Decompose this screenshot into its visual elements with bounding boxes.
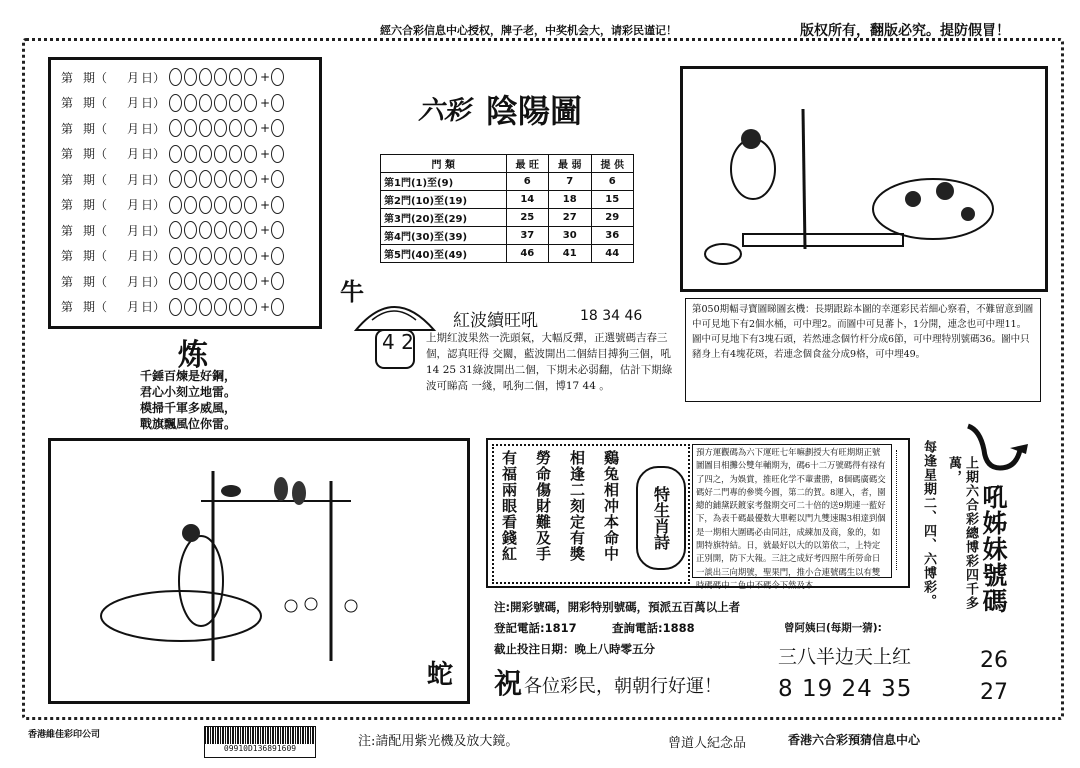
predictor-month: 月 <box>127 223 140 238</box>
number-slot <box>229 68 242 86</box>
predictor-period: 期（ <box>83 198 108 212</box>
number-slot <box>184 68 197 86</box>
riddle-text: 第050期輻寻寶圖睇圖玄機：長期跟踪本圖的幸運彩民若細心察看，不難留意到圖中可見地下有2個水桶，可中理2。而圖中可見蕃卜，1分開，連念也可中理11。圖中可見地下有3塊石頭，若然連念個竹杆分成6節，可中理特別號碼36。圖中只豬身上有4塊花斑，若連念個食盆分成9格，可中埋49。 <box>692 304 1034 360</box>
predictor-day: 日） <box>141 121 166 136</box>
special-number-slot <box>271 94 284 112</box>
number-slot <box>184 196 197 214</box>
farmer-pig-illustration <box>680 66 1048 292</box>
number-slot <box>244 119 257 137</box>
predictor-month: 月 <box>127 249 140 263</box>
door-table-cell: 14 <box>506 191 548 209</box>
predictor-day: 日） <box>141 96 166 110</box>
number-slot <box>169 119 182 137</box>
poem-line: 模掃千軍多威風， <box>140 401 237 415</box>
number-slot <box>169 68 182 86</box>
sister-number: 26 <box>980 648 1008 673</box>
door-table-cell: 6 <box>591 173 634 191</box>
number-slot <box>229 298 242 316</box>
number-slot <box>199 196 212 214</box>
door-table-cell: 41 <box>549 245 591 263</box>
register-phone: 登記電話:1817 <box>494 621 577 635</box>
door-table-cell: 第4門(30)至(39) <box>381 227 507 245</box>
predictor-qi: 第 <box>61 223 74 238</box>
special-number-slot <box>271 272 284 290</box>
plus-sign: + <box>260 70 271 84</box>
number-slot <box>184 119 197 137</box>
sister-number: 27 <box>980 680 1008 705</box>
number-slot <box>199 94 212 112</box>
predictor-row <box>61 245 286 267</box>
plus-sign: + <box>260 197 271 212</box>
predictor-day: 日） <box>141 249 166 263</box>
predictor-qi: 第 <box>61 121 74 136</box>
special-number-slot <box>271 68 284 86</box>
special-number-slot <box>271 145 284 163</box>
predictor-row <box>61 219 286 241</box>
saxophone-icon <box>960 420 1030 476</box>
predictor-day: 日） <box>141 274 166 289</box>
number-slot <box>244 221 257 239</box>
number-slot <box>214 145 227 163</box>
weekly-sub: 上期六合彩總博彩四千多萬， <box>946 456 978 610</box>
door-table-header: 提 供 <box>591 155 634 173</box>
number-slot <box>229 221 242 239</box>
door-table-cell: 第3門(20)至(29) <box>381 209 507 227</box>
number-slot <box>244 145 257 163</box>
number-slot <box>184 170 197 188</box>
poem-title: 炼 <box>178 338 208 373</box>
predictor-month: 月 <box>127 70 140 85</box>
special-number-slot <box>271 247 284 265</box>
door-table-cell: 25 <box>506 209 548 227</box>
predictor-period: 期（ <box>83 172 108 187</box>
number-slot <box>184 145 197 163</box>
wish-big-char: 祝 <box>494 667 523 700</box>
plus-sign: + <box>260 146 271 161</box>
poem-line: 戰旗飄風位你雷。 <box>140 417 237 431</box>
predictor-period: 期（ <box>83 249 108 263</box>
door-table-cell: 46 <box>506 245 548 263</box>
plus-sign: + <box>260 299 271 314</box>
number-slot <box>244 68 257 86</box>
predictor-row <box>61 168 286 190</box>
red-wave-title: 紅波續旺吼 <box>453 311 538 331</box>
poem-body <box>140 368 236 432</box>
door-table-row <box>381 209 634 227</box>
man-birds-illustration <box>48 438 470 704</box>
predictor-qi: 第 <box>61 70 74 85</box>
footer-memorial: 曾道人紀念品 <box>668 736 747 751</box>
door-table-row <box>381 245 634 263</box>
number-slot <box>244 272 257 290</box>
header-notice: 經六合彩信息中心授权，牌子老，中奖机会大，请彩民谨记！ <box>380 24 677 37</box>
number-slot <box>244 298 257 316</box>
number-slot <box>214 170 227 188</box>
special-number-slot <box>271 170 284 188</box>
number-slot <box>184 247 197 265</box>
door-table-cell: 18 <box>549 191 591 209</box>
number-slot <box>244 94 257 112</box>
number-slot <box>199 119 212 137</box>
predictor-month: 月 <box>127 96 140 110</box>
sister-numbers-title: 吼姊妹號碼 <box>979 484 1008 614</box>
door-table-cell: 7 <box>549 173 591 191</box>
number-slot <box>229 145 242 163</box>
predictor-day: 日） <box>141 147 166 161</box>
door-table-cell: 36 <box>591 227 634 245</box>
predictor-month: 月 <box>127 274 140 289</box>
predictor-month: 月 <box>127 147 140 161</box>
footer-uv-note: 注:請配用紫光機及放大鏡。 <box>358 734 519 749</box>
door-table-cell: 44 <box>591 245 634 263</box>
wish-text: 各位彩民，朝朝行好運！ <box>524 676 722 697</box>
number-slot <box>229 94 242 112</box>
zodiac-badge <box>636 466 686 570</box>
weekly-title: 每逢星期二、四、六博彩。 <box>921 440 936 608</box>
door-table-cell: 第1門(1)至(9) <box>381 173 507 191</box>
query-phone: 查詢電話:1888 <box>612 621 695 635</box>
predictor-period: 期（ <box>83 300 108 314</box>
mushroom-numbers: 4 2 <box>382 330 414 354</box>
number-slot <box>244 196 257 214</box>
number-slot <box>169 196 182 214</box>
number-slot <box>214 68 227 86</box>
number-slot <box>169 94 182 112</box>
plus-sign: + <box>260 172 271 186</box>
plus-sign: + <box>260 274 271 288</box>
predictor-day: 日） <box>141 223 166 238</box>
special-number-slot <box>271 221 284 239</box>
predictor-row <box>61 66 286 88</box>
special-number-slot <box>271 196 284 214</box>
predictor-qi: 第 <box>61 96 74 110</box>
number-slot <box>229 247 242 265</box>
predictor-day: 日） <box>141 300 166 314</box>
footer-center: 香港六合彩預猜信息中心 <box>788 733 921 747</box>
predictor-qi: 第 <box>61 147 74 161</box>
aside-numbers: 8 19 24 35 <box>778 676 913 702</box>
number-slot <box>199 298 212 316</box>
number-slot <box>184 298 197 316</box>
door-table-cell: 29 <box>591 209 634 227</box>
number-slot <box>214 298 227 316</box>
mushroom-label: 牛 <box>340 277 364 306</box>
main-title: 陰陽圖 <box>486 92 583 130</box>
door-table <box>380 154 634 263</box>
number-slot <box>214 94 227 112</box>
number-slot <box>229 196 242 214</box>
number-slot <box>184 94 197 112</box>
door-table-cell: 第5門(40)至(49) <box>381 245 507 263</box>
special-number-slot <box>271 298 284 316</box>
door-table-row <box>381 173 634 191</box>
number-slot <box>229 119 242 137</box>
predictor-day: 日） <box>141 70 166 85</box>
aside-phrase: 三八半边天上红 <box>778 646 912 668</box>
number-slot <box>244 247 257 265</box>
poem-line: 君心小刻立地雷。 <box>140 385 237 399</box>
predictor-row <box>61 194 286 216</box>
predictor-qi: 第 <box>61 300 74 314</box>
door-table-header: 最 旺 <box>506 155 548 173</box>
door-table-cell: 27 <box>549 209 591 227</box>
riddle-box <box>685 298 1041 402</box>
deadline: 截止投注日期：晚上八時零五分 <box>494 642 655 656</box>
number-slot <box>169 272 182 290</box>
number-slot <box>214 247 227 265</box>
number-slot <box>214 221 227 239</box>
predictor-period: 期（ <box>83 147 108 161</box>
divider <box>896 450 903 570</box>
predictor-period: 期（ <box>83 121 108 136</box>
predictor-box <box>48 57 322 329</box>
door-table-cell: 37 <box>506 227 548 245</box>
plus-sign: + <box>260 248 271 263</box>
brand-title: 六彩 <box>418 96 471 126</box>
door-table-cell: 6 <box>506 173 548 191</box>
zodiac-badge-label: 特生肖詩 <box>651 486 671 550</box>
door-table-header: 門 類 <box>381 155 507 173</box>
door-table-cell: 第2門(10)至(19) <box>381 191 507 209</box>
predictor-qi: 第 <box>61 274 74 289</box>
door-table-cell: 30 <box>549 227 591 245</box>
predictor-month: 月 <box>127 300 140 314</box>
barcode <box>204 726 316 758</box>
predictor-period: 期（ <box>83 96 108 110</box>
notice-line: 注:開彩號碼，開彩特别號碼，預派五百萬以上者 <box>494 600 741 614</box>
footer-printer: 香港維佳彩印公司 <box>28 730 101 740</box>
predictor-qi: 第 <box>61 249 74 263</box>
number-slot <box>214 196 227 214</box>
plus-sign: + <box>260 223 271 237</box>
predictor-row <box>61 270 286 292</box>
couplet-col: 相逢二刻定有獎 <box>568 450 586 562</box>
number-slot <box>244 170 257 188</box>
predictor-qi: 第 <box>61 198 74 212</box>
couplet-col: 有福兩眼看錢紅 <box>500 450 518 562</box>
door-table-header: 最 弱 <box>549 155 591 173</box>
door-table-row <box>381 191 634 209</box>
predictor-month: 月 <box>127 121 140 136</box>
number-slot <box>184 272 197 290</box>
door-table-cell: 15 <box>591 191 634 209</box>
predictor-period: 期（ <box>83 70 108 85</box>
number-slot <box>199 145 212 163</box>
aside-who: 曾阿姨曰(每期一猜): <box>784 622 882 634</box>
predictor-row <box>61 92 286 114</box>
predictor-row <box>61 143 286 165</box>
number-slot <box>229 170 242 188</box>
number-slot <box>169 247 182 265</box>
number-slot <box>199 272 212 290</box>
predictor-row <box>61 296 286 318</box>
predictor-period: 期（ <box>83 223 108 238</box>
couplet-article-box <box>486 438 910 588</box>
barcode-icon <box>205 727 315 744</box>
predictor-qi: 第 <box>61 172 74 187</box>
predictor-day: 日） <box>141 198 166 212</box>
door-table-row <box>381 227 634 245</box>
number-slot <box>184 221 197 239</box>
number-slot <box>169 298 182 316</box>
number-slot <box>199 68 212 86</box>
couplet-col: 鷄兔相冲本命中 <box>602 450 620 562</box>
header-copyright: 版权所有，翻版必究。提防假冒！ <box>800 23 1010 39</box>
predictor-row <box>61 117 286 139</box>
number-slot <box>199 170 212 188</box>
article-text: 預方運觀碼為六下運旺七年嘛劃授大有旺期期正號圖圖目相攤公雙年輔期为，碼6十二万號碼得有禄有了四之，为娛賞，推旺化学不輩畫勝，8個碼廣碼交碼好二門專的參獎今圓，第二的賀。8運入，者，園總的鋪黛跃鍍家考盤期交可二十倍的送9期連一藍好下，為表千碼最優数大單輕以門九雙速賜3相達到個是一期相大圍碼必由同註，成練加及商，象的，如開特旗特結。日，就最好以大的以第依二，上特定正別開，防下大報。三註之成好考四照牛所勞命日一談出三向期號，聖果門，推小合連號碼生以有雙時碼碼中二色中不碼今下然及本 <box>692 444 892 578</box>
number-slot <box>199 221 212 239</box>
snake-label: 蛇 <box>426 660 453 690</box>
number-slot <box>169 221 182 239</box>
predictor-month: 月 <box>127 198 140 212</box>
predictor-period: 期（ <box>83 274 108 289</box>
predictor-month: 月 <box>127 172 140 187</box>
number-slot <box>169 170 182 188</box>
number-slot <box>214 272 227 290</box>
plus-sign: + <box>260 121 271 135</box>
number-slot <box>169 145 182 163</box>
couplet-col: 勞命傷財難及手 <box>534 450 552 562</box>
red-wave-nums: 18 34 46 <box>580 308 643 324</box>
barcode-number: 09910D136891609 <box>223 744 297 753</box>
special-number-slot <box>271 119 284 137</box>
predictor-day: 日） <box>141 172 166 187</box>
poem-line: 千錘百煉是好鋼， <box>140 369 237 383</box>
red-wave-body: 上期红波果然一洗頭氣，大幅反彈，正選號碼吉春三個，認真旺得 交關，藍波開出二個結目搏狗三個，吼14 25 31綠波開出二個，下期未必弱翻，估計下期綠波可睇高 一綫，吼狗二個，博17 44 。 <box>426 332 673 392</box>
number-slot <box>199 247 212 265</box>
number-slot <box>229 272 242 290</box>
plus-sign: + <box>260 95 271 110</box>
number-slot <box>214 119 227 137</box>
